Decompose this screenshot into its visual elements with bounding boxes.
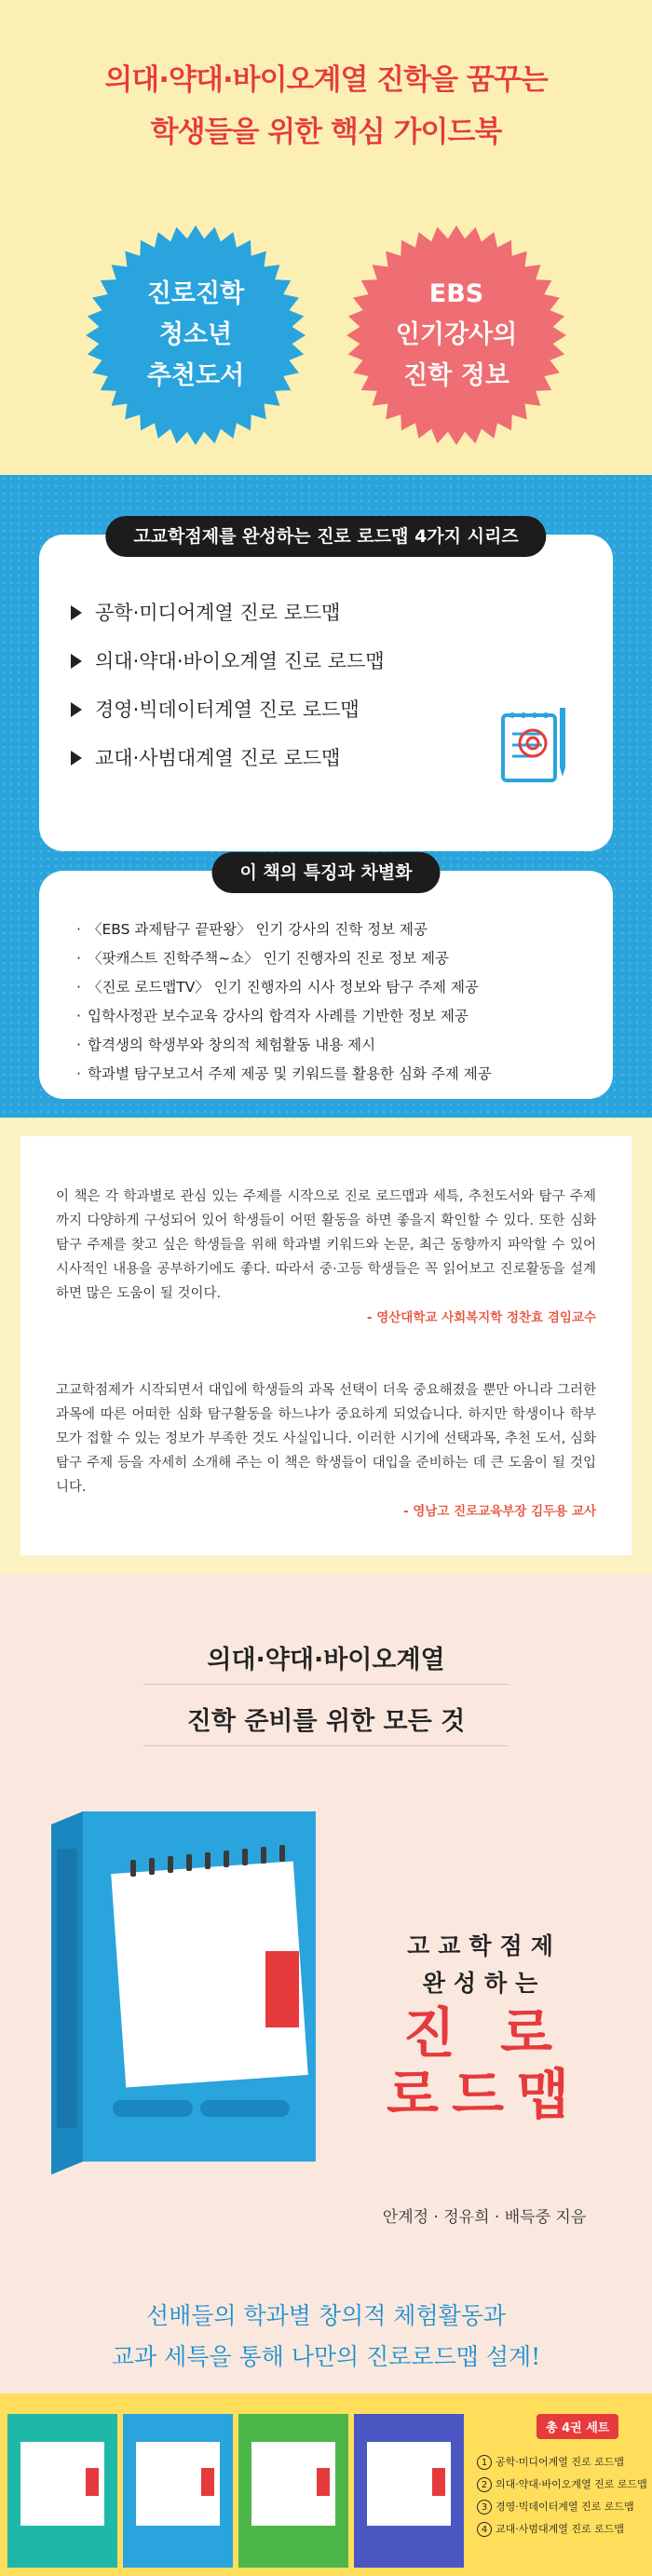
feature-item: · 입학사정관 보수교육 강사의 합격자 사례를 기반한 정보 제공 [76, 1008, 469, 1024]
feature-item: · 학과별 탐구보고서 주제 제공 및 키워드를 활용한 심화 주제 제공 [76, 1065, 492, 1082]
tagline-line-1: 선배들의 학과별 창의적 체험활동과 [145, 2302, 507, 2329]
review-text: 이 책은 각 학과별로 관심 있는 주제를 시작으로 진로 로드맵과 세특, 추천도서와 탐구 주제까지 다양하게 구성되어 있어 학생들이 어떤 활동을 하면 좋을지 확인할 수 있다. 또한 심화 탐구 주제를 찾고 싶은 학생들을 위해 학과별 키워드와 논문, 최근 동향까지 파악할 수 있어 시사적인 내용을 공부하기에도 좋다. 따라서 중·고등 학생들은 꼭 읽어보고 진로활동을 설계하면 많은 도움이 될 것이다. [56, 1189, 596, 1301]
divider [143, 1684, 509, 1685]
badge-ebs [345, 224, 568, 447]
feature-item: · 합격생의 학생부와 창의적 체험활동 내용 제시 [76, 1037, 376, 1053]
feature-item: · 〈EBS 과제탐구 끝판왕〉 인기 강사의 진학 정보 제공 [76, 921, 428, 938]
set-list [477, 2451, 647, 2541]
feature-item: · 〈진로 로드맵TV〉 인기 진행자의 시사 정보와 탐구 주제 제공 [76, 979, 479, 996]
triangle-bullet-icon [71, 654, 82, 669]
series-item: 교대·사범대계열 진로 로드맵 [71, 734, 385, 782]
set-book-cover-1 [7, 2414, 117, 2568]
feature-item: · 〈팟캐스트 진학주책~쇼〉 인기 진행자의 진로 정보 제공 [76, 950, 449, 967]
series-card [39, 526, 613, 851]
set-item: 3 경영·빅데이터계열 진로 로드맵 [477, 2496, 647, 2518]
book-author: 안계정 · 정유희 · 배득중 지음 [382, 2208, 587, 2227]
series-item: 경영·빅데이터계열 진로 로드맵 [71, 685, 385, 734]
set-label: 총 4권 세트 [537, 2414, 618, 2439]
review-1 [56, 1185, 596, 1330]
review-box [20, 1136, 632, 1555]
features-list [76, 915, 492, 1089]
book-cover-image [51, 1811, 326, 2175]
review-signature: - 영산대학교 사회복지학 정찬효 겸임교수 [366, 1310, 596, 1325]
notebook-pen-icon [496, 702, 576, 788]
triangle-bullet-icon [71, 605, 82, 620]
cover-title-line-2: 완성하는 [422, 1970, 547, 1997]
review-2 [56, 1378, 596, 1524]
features-card [39, 862, 613, 1099]
review-signature: - 영남고 진로교육부장 김두용 교사 [403, 1504, 596, 1519]
book-title-line-1: 의대·약대·바이오계열 [207, 1646, 445, 1674]
tagline-line-2: 교과 세특을 통해 나만의 진로로드맵 설계! [111, 2343, 541, 2370]
book-title-line-2: 진학 준비를 위한 모든 것 [186, 1707, 466, 1736]
triangle-bullet-icon [71, 751, 82, 766]
set-book-cover-4 [354, 2414, 464, 2568]
triangle-bullet-icon [71, 702, 82, 717]
set-book-cover-2 [123, 2414, 233, 2568]
badge-left-line-2: 청소년 [158, 320, 233, 349]
headline-line-1: 의대·약대·바이오계열 진학을 꿈꾸는 [104, 63, 548, 97]
book-section [0, 1574, 652, 2393]
set-book-cover-3 [238, 2414, 348, 2568]
book-title-block [368, 1928, 601, 2125]
cover-title-line-4: 로드맵 [386, 2063, 583, 2126]
series-item: 의대·약대·바이오계열 진로 로드맵 [71, 637, 385, 685]
headline-line-2: 학생들을 위한 핵심 가이드북 [150, 115, 502, 149]
set-item: 1 공학·미디어계열 진로 로드맵 [477, 2451, 647, 2474]
badge-recommended [84, 224, 307, 447]
badge-right-line-3: 진학 정보 [403, 361, 509, 390]
set-item: 2 의대·약대·바이오계열 진로 로드맵 [477, 2474, 647, 2496]
cover-title-line-3: 진 로 [402, 2001, 566, 2065]
badge-right-line-2: 인기강사의 [395, 320, 518, 349]
badge-left-line-1: 진로진학 [146, 279, 245, 308]
series-features-section [0, 475, 652, 1118]
series-list [71, 589, 385, 782]
series-heading: 고교학점제를 완성하는 진로 로드맵 4가지 시리즈 [105, 516, 546, 557]
header-section [0, 0, 652, 475]
divider [143, 1745, 509, 1746]
badge-right-line-1: EBS [428, 279, 484, 308]
features-heading: 이 책의 특징과 차별화 [211, 852, 440, 893]
badge-left-line-3: 추천도서 [146, 361, 245, 390]
set-item: 4 교대·사범대계열 진로 로드맵 [477, 2518, 647, 2541]
set-section [0, 2393, 652, 2576]
reviews-section [0, 1118, 652, 1574]
series-item: 공학·미디어계열 진로 로드맵 [71, 589, 385, 637]
review-text: 고교학점제가 시작되면서 대입에 학생들의 과목 선택이 더욱 중요해졌을 뿐만 아니라 그러한 과목에 따른 어떠한 심화 탐구활동을 하느냐가 중요하게 되었습니다. 하지만 학생이나 학부모가 접할 수 있는 정보가 부족한 것도 사실입니다. 이러한 시기에 선택과목, 추천 도서, 심화 탐구 주제 등을 자세히 소개해 주는 이 책은 학생들이 대입을 준비하는 데 큰 도움이 될 것입니다. [56, 1383, 596, 1495]
cover-title-line-1: 고교학점제 [407, 1932, 562, 1959]
